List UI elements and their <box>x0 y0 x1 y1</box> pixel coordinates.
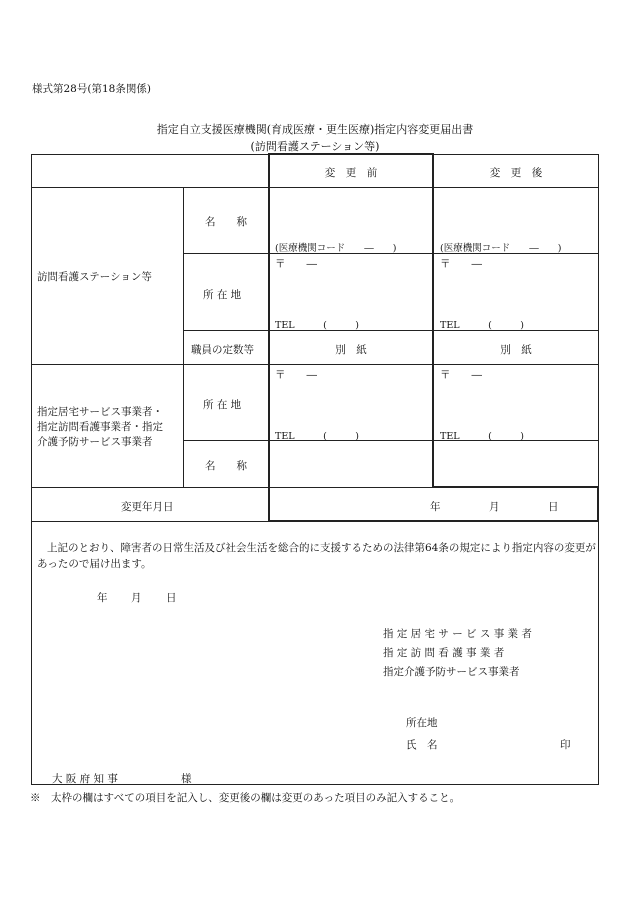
change-date-year: 年 <box>430 501 441 513</box>
thick-border-mid <box>432 153 434 487</box>
op-address-label: 所 在 地 <box>203 399 242 411</box>
operator-label-line3: 介護予防サービス事業者 <box>37 436 153 448</box>
applicant-line2: 指 定 訪 問 看 護 事 業 者 <box>383 647 505 659</box>
seal-mark: 印 <box>560 739 571 751</box>
form-subtitle: (訪問看護ステーション等) <box>250 140 380 153</box>
staff-before: 別 紙 <box>335 344 367 356</box>
postal-before: 〒 ― <box>275 258 317 270</box>
thick-border-date-bottom <box>268 520 599 522</box>
row-line-header <box>31 187 599 188</box>
op-name-label: 名 称 <box>205 460 247 472</box>
op-postal-after: 〒 ― <box>440 369 482 381</box>
declaration-day: 日 <box>166 592 177 604</box>
op-postal-before: 〒 ― <box>275 369 317 381</box>
address-label: 所 在 地 <box>203 289 242 301</box>
form-title: 指定自立支援医療機関(育成医療・更生医療)指定内容変更届出書 <box>156 123 474 136</box>
row-line-op-address <box>183 440 598 441</box>
code-after: (医療機関コード ― ) <box>440 243 562 254</box>
thick-border-date-right <box>597 486 599 522</box>
applicant-line1: 指 定 居 宅 サ ー ビ ス 事 業 者 <box>383 628 532 640</box>
op-tel-after: TEL ( ) <box>440 431 524 442</box>
thick-border-date-top <box>432 486 599 488</box>
applicant-name-label: 氏 名 <box>406 739 438 751</box>
declaration-month: 月 <box>131 592 142 604</box>
form-number: 様式第28号(第18条関係) <box>32 83 151 95</box>
staff-after: 別 紙 <box>500 344 532 356</box>
operator-label-line2: 指定訪問看護事業者・指定 <box>37 421 163 433</box>
header-after: 変 更 後 <box>489 167 543 179</box>
postal-after: 〒 ― <box>440 258 482 270</box>
operator-label-line1: 指定居宅サービス事業者・ <box>37 406 163 418</box>
station-label: 訪問看護ステーション等 <box>37 271 152 283</box>
col-line-group <box>183 187 184 487</box>
footnote: ※ 太枠の欄はすべての項目を記入し、変更後の欄は変更のあった項目のみ記入すること。 <box>30 792 461 804</box>
recipient: 大 阪 府 知 事 <box>52 773 118 785</box>
op-tel-before: TEL ( ) <box>275 431 359 442</box>
recipient-honorific: 様 <box>181 773 192 785</box>
thick-border-top <box>268 153 434 155</box>
name-label: 名 称 <box>205 216 247 228</box>
tel-before: TEL ( ) <box>275 320 359 331</box>
code-before: (医療機関コード ― ) <box>275 243 397 254</box>
change-date-month: 月 <box>489 501 500 513</box>
change-date-label: 変更年月日 <box>121 501 174 513</box>
declaration-year: 年 <box>97 592 108 604</box>
col-line-after-right <box>598 154 599 487</box>
applicant-line3: 指定介護予防サービス事業者 <box>383 666 520 678</box>
table-border-left <box>31 154 32 784</box>
thick-border-left <box>268 153 270 522</box>
staff-label: 職員の定数等 <box>191 344 254 356</box>
tel-after: TEL ( ) <box>440 320 524 331</box>
applicant-address-label: 所在地 <box>406 717 438 729</box>
change-date-day: 日 <box>548 501 559 513</box>
row-line-address <box>183 330 598 331</box>
header-before: 変 更 前 <box>324 167 378 179</box>
row-line-station-end <box>31 364 599 365</box>
declaration-text: 上記のとおり、障害者の日常生活及び社会生活を総合的に支援するための法律第64条の規定により指定内容の変更があったので届け出ます。 <box>37 542 596 570</box>
